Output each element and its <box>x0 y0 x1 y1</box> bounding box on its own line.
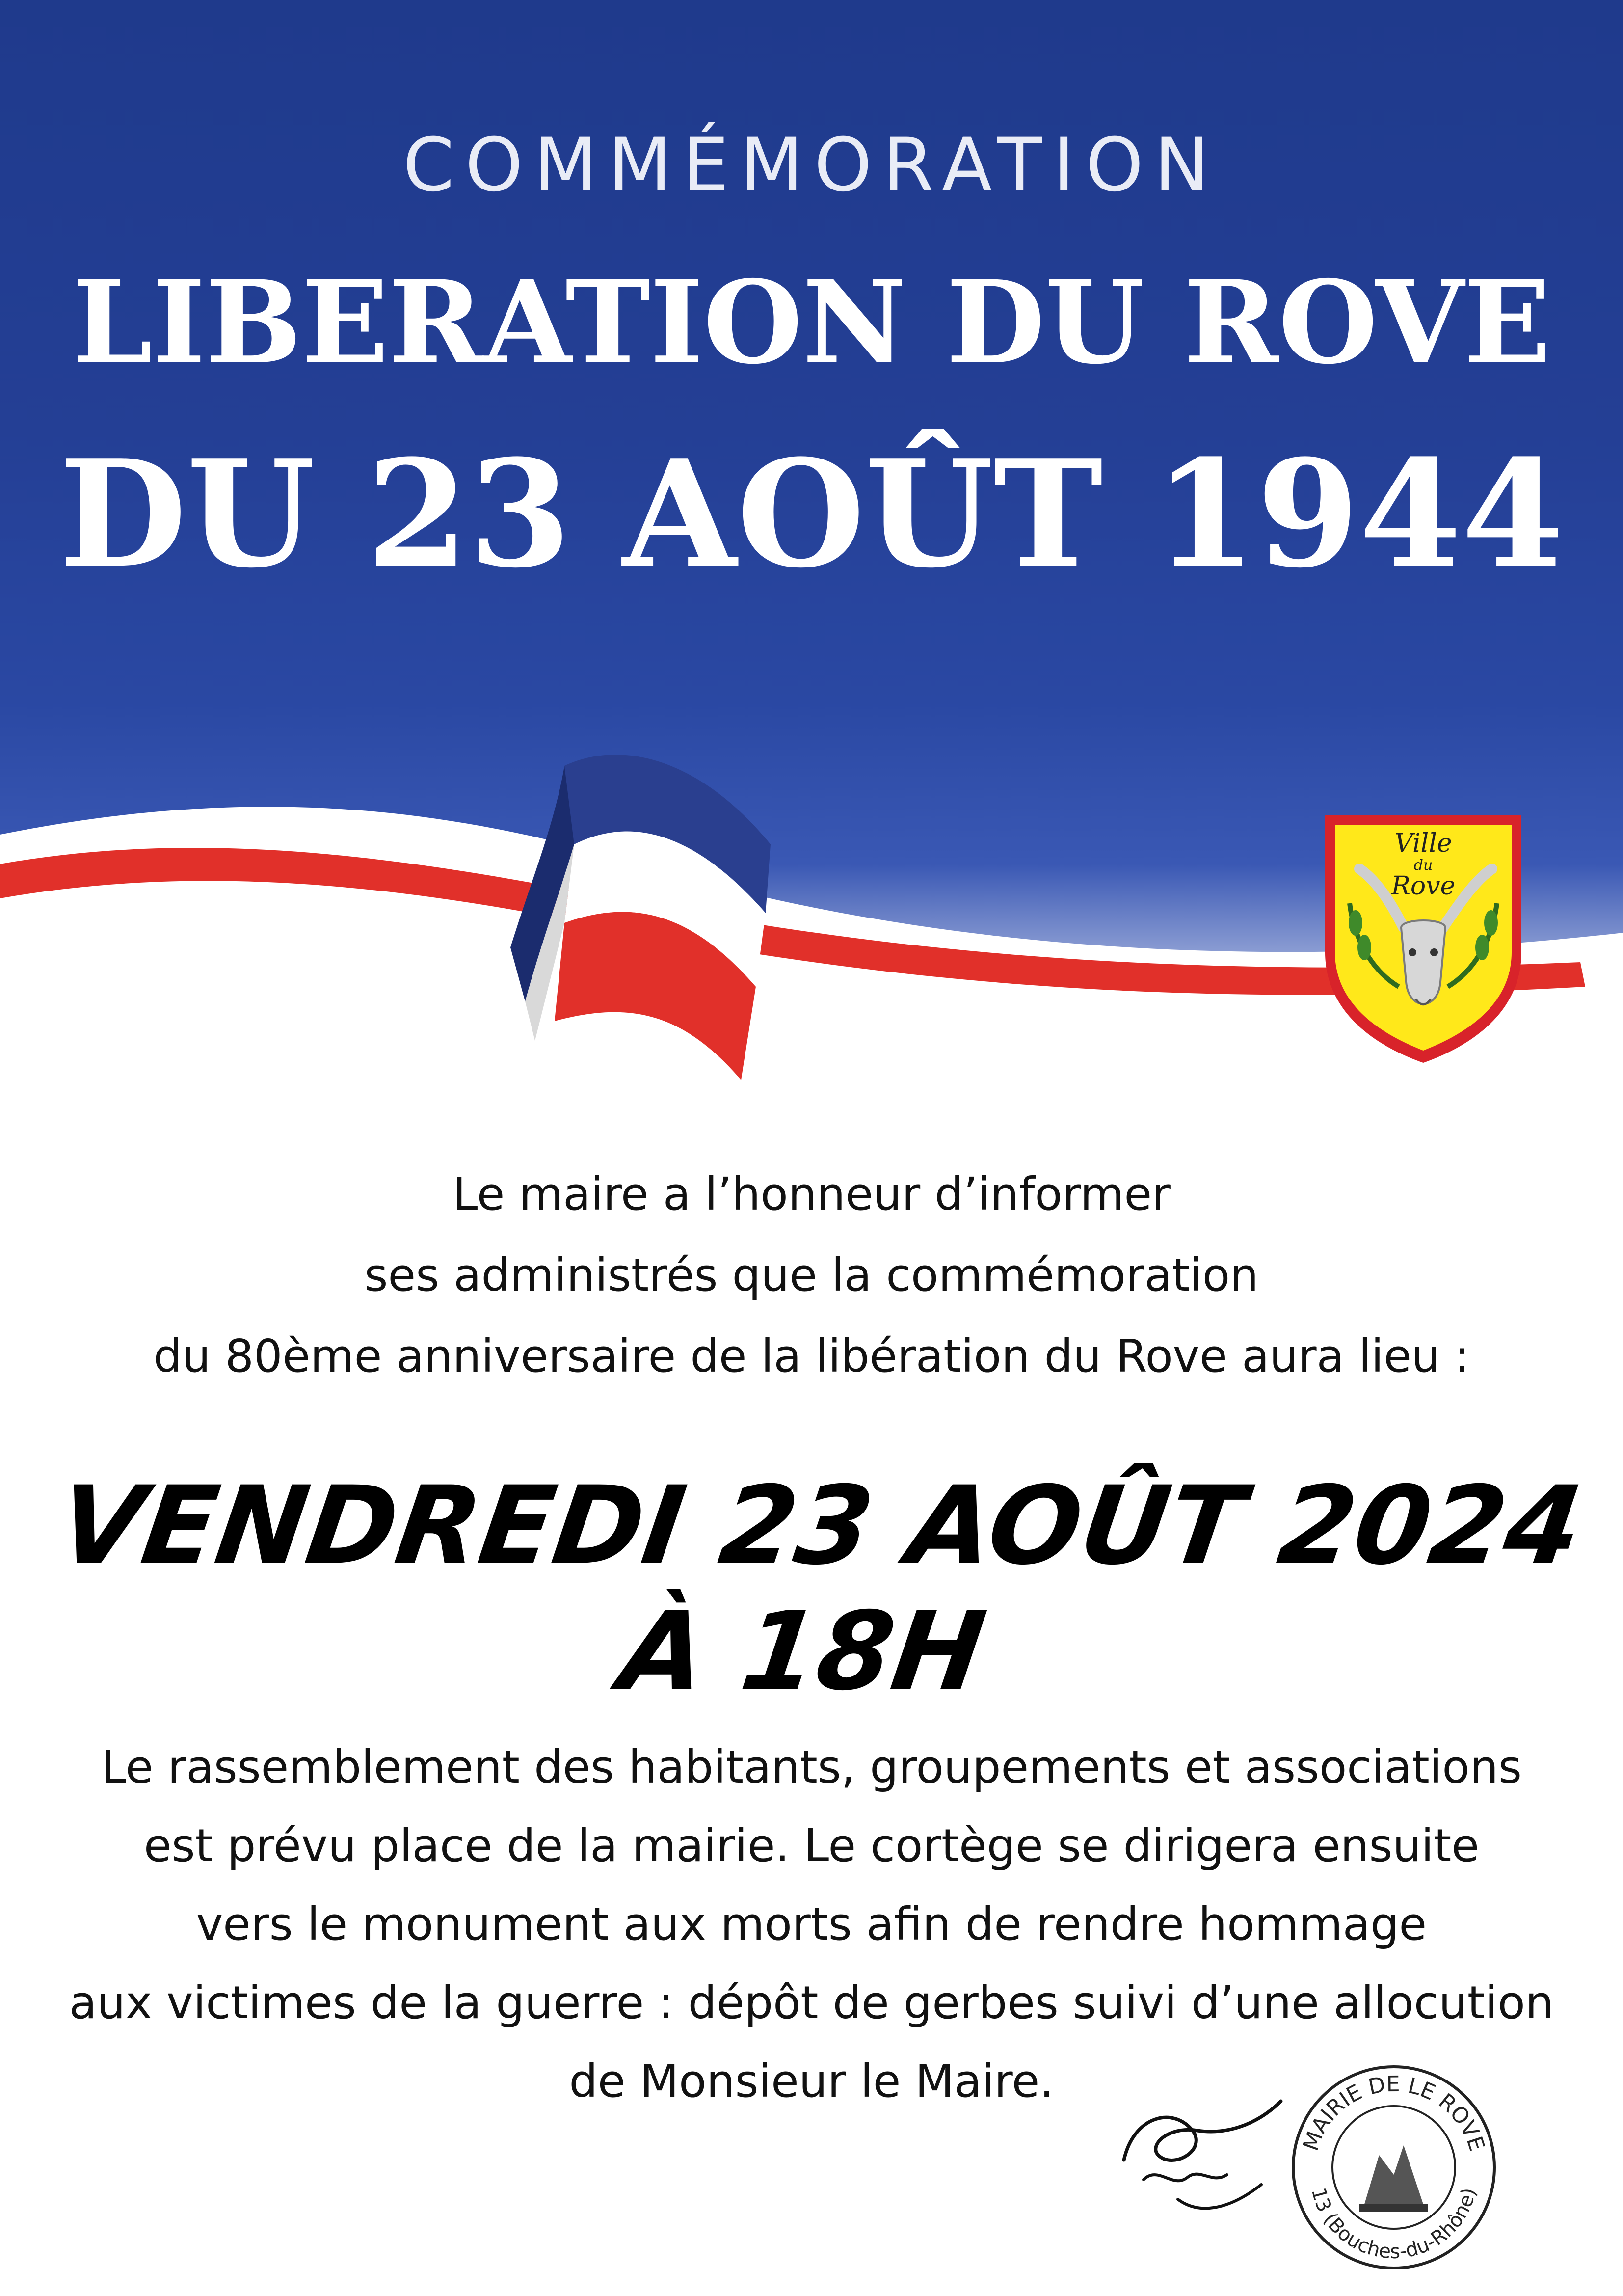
town-hall-stamp <box>1281 2057 1507 2273</box>
intro-line: Le maire a l’honneur d’informer <box>452 1168 1171 1220</box>
details-line: est prévu place de la mairie. Le cortège se dirigera ensuite <box>144 1819 1479 1872</box>
crest-text-du: du <box>1413 857 1433 874</box>
intro-line: du 80ème anniversaire de la libération du Rove aura lieu : <box>153 1330 1470 1382</box>
details-line: vers le monument aux morts afin de rendre hommage <box>196 1898 1427 1950</box>
svg-text:MAIRIE DE LE ROVE <box>1298 2072 1489 2154</box>
intro-line: ses administrés que la commémoration <box>364 1249 1259 1301</box>
stamp-text-bottom: 13 (Bouches-du-Rhône) <box>1306 2185 1481 2264</box>
kicker-commemoration: COMMÉMORATION <box>402 123 1221 208</box>
intro-paragraph <box>0 1154 1623 1397</box>
crest-text-rove: Rove <box>1391 871 1456 901</box>
crest-text-ville: Ville <box>1394 829 1452 858</box>
event-date-time: VENDREDI 23 AOÛT 2024 À 18H <box>51 1463 1590 1714</box>
details-line: Le rassemblement des habitants, groupements et associations <box>101 1741 1522 1793</box>
details-line: aux victimes de la guerre : dépôt de gerbes suivi d’une allocution <box>69 1976 1554 2029</box>
stamp-emblem-icon <box>1359 2145 1428 2212</box>
mayor-signature <box>1114 2086 1291 2224</box>
details-line: de Monsieur le Maire. <box>569 2055 1054 2107</box>
town-crest-logo <box>1315 805 1531 1070</box>
header-banner <box>0 0 1623 1080</box>
stamp-text-top: MAIRIE DE LE ROVE <box>1298 2071 1490 2154</box>
title-line-1: LIBERATION DU ROVE <box>72 255 1551 389</box>
title-line-2: DU 23 AOÛT 1944 <box>59 427 1564 600</box>
